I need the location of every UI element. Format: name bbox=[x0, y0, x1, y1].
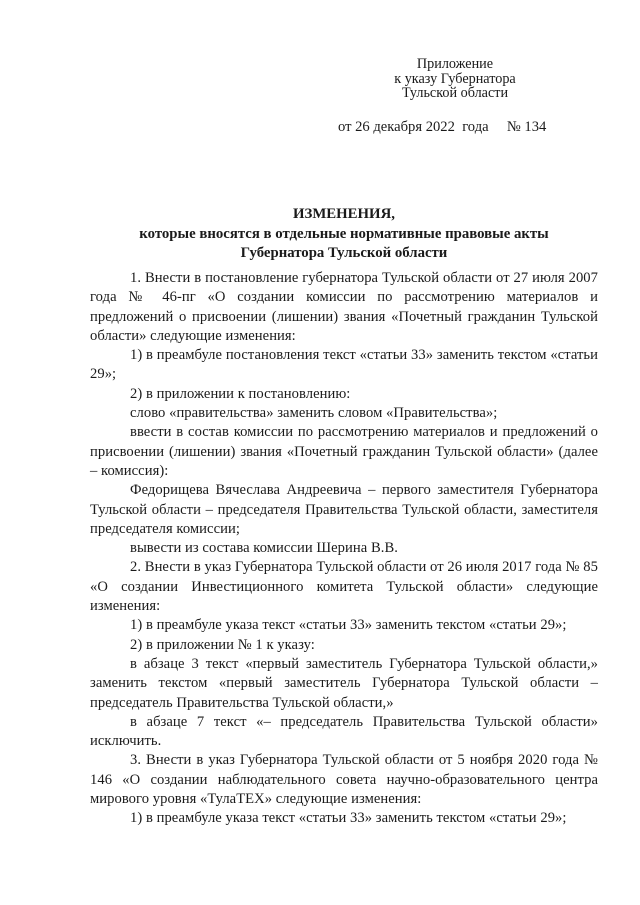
paragraph: 3. Внести в указ Губернатора Тульской области от 5 ноября 2020 года № 146 «О создании наблюдательного совета научно-образовательного центра мирового уровня «ТулаТЕХ» следующие изменения: bbox=[90, 752, 598, 808]
appendix-header bbox=[375, 57, 535, 101]
title-line-1: ИЗМЕНЕНИЯ, bbox=[293, 206, 395, 222]
document-title bbox=[90, 205, 598, 264]
paragraph: 2) в приложении к постановлению: bbox=[130, 385, 351, 402]
appendix-line-2: к указу Губернатора bbox=[394, 70, 516, 87]
paragraph: Федорищева Вячеслава Андреевича – первого заместителя Губернатора Тульской области – председателя Правительства Тульской области, заместителя председателя комиссии; bbox=[90, 482, 598, 537]
paragraph: 2) в приложении № 1 к указу: bbox=[130, 636, 315, 653]
paragraph: 1. Внести в постановление губернатора Тульской области от 27 июля 2007 года № 46-пг «О создании комиссии по рассмотрению материалов и предложений о присвоении (лишении) звания «Почетный гражданин Тульской области» следующие изменения: bbox=[90, 270, 598, 344]
paragraph: 1) в преамбуле указа текст «статьи 33» заменить текстом «статьи 29»; bbox=[130, 810, 567, 827]
decree-date: от 26 декабря 2022 года bbox=[338, 119, 489, 135]
paragraph: 1) в преамбуле постановления текст «статьи 33» заменить текстом «статьи 29»; bbox=[90, 347, 598, 383]
paragraph: ввести в состав комиссии по рассмотрению материалов и предложений о присвоении (лишении) звания «Почетный гражданин Тульской области» (далее – комиссия): bbox=[90, 424, 598, 479]
paragraph: слово «правительства» заменить словом «Правительства»; bbox=[130, 405, 498, 422]
paragraph: вывести из состава комиссии Шерина В.В. bbox=[130, 540, 398, 557]
document-body bbox=[90, 269, 598, 829]
paragraph: в абзаце 3 текст «первый заместитель Губернатора Тульской области,» заменить текстом «первый заместитель Губернатора Тульской области – председатель Правительства Тульской области,» bbox=[90, 655, 598, 711]
decree-date-line bbox=[338, 118, 546, 137]
title-line-3: Губернатора Тульской области bbox=[240, 245, 448, 261]
decree-number: № 134 bbox=[506, 119, 547, 135]
title-line-2: которые вносятся в отдельные нормативные правовые акты bbox=[139, 225, 549, 242]
paragraph: 2. Внести в указ Губернатора Тульской области от 26 июля 2017 года № 85 «О создании Инвестиционного комитета Тульской области» следующие изменения: bbox=[90, 559, 598, 615]
appendix-line-3: Тульской области bbox=[401, 85, 509, 101]
paragraph: 1) в преамбуле указа текст «статьи 33» заменить текстом «статьи 29»; bbox=[130, 617, 567, 634]
paragraph: в абзаце 7 текст «– председатель Правительства Тульской области» исключить. bbox=[90, 713, 598, 750]
appendix-line-1: Приложение bbox=[416, 56, 494, 72]
